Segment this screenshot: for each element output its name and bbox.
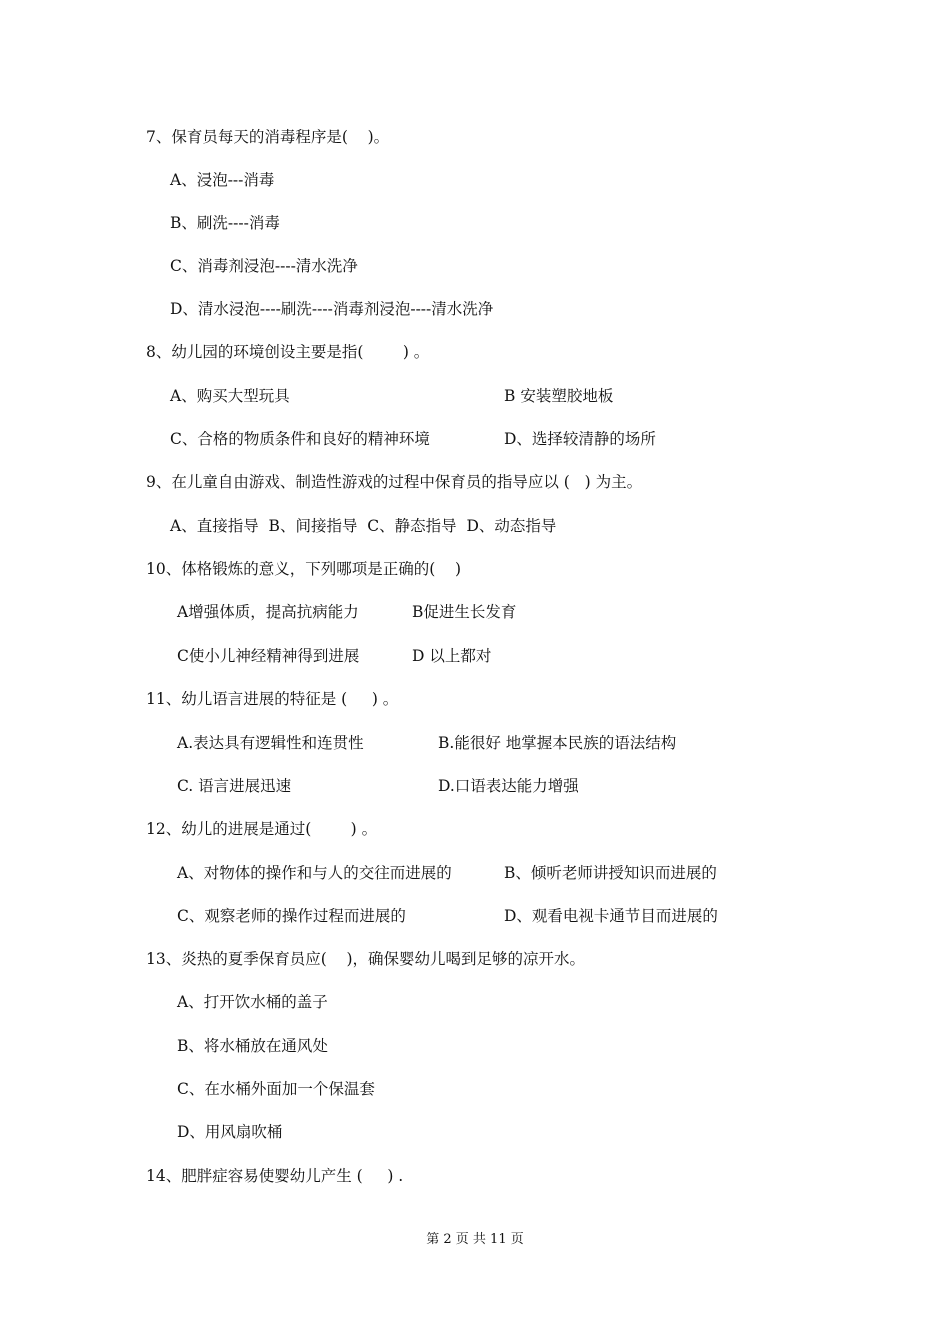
question-13-option-d: D、用风扇吹桶 — [177, 1123, 283, 1141]
question-13-stem: 13、炎热的夏季保育员应( )，确保婴幼儿喝到足够的凉开水。 — [146, 950, 586, 968]
question-7-option-d: D、清水浸泡----刷洗----消毒剂浸泡----清水洗净 — [170, 300, 494, 318]
question-12-stem: 12、幼儿的进展是通过( ) 。 — [146, 820, 378, 838]
question-11-stem: 11、幼儿语言进展的特征是 ( ) 。 — [146, 690, 399, 708]
question-12-option-b: B、倾听老师讲授知识而进展的 — [504, 864, 717, 882]
question-14-stem: 14、肥胖症容易使婴幼儿产生 ( ) . — [146, 1167, 404, 1185]
question-7-stem: 7、保育员每天的消毒程序是( )。 — [146, 128, 390, 146]
page-number-footer: 第 2 页 共 11 页 — [426, 1232, 524, 1247]
question-12-option-d: D、观看电视卡通节目而进展的 — [504, 907, 718, 925]
question-11-option-c: C. 语言进展迅速 — [177, 777, 292, 795]
question-12-option-c: C、观察老师的操作过程而进展的 — [177, 907, 406, 925]
question-8-option-a: A、购买大型玩具 — [170, 387, 290, 405]
question-13-option-a: A、打开饮水桶的盖子 — [177, 993, 328, 1011]
question-7-option-a: A、浸泡---消毒 — [170, 171, 275, 189]
question-7-option-b: B、刷洗----消毒 — [170, 214, 280, 232]
question-8-stem: 8、幼儿园的环境创设主要是指( ) 。 — [146, 343, 430, 361]
question-7-option-c: C、消毒剂浸泡----清水洗净 — [170, 257, 358, 275]
question-9-stem: 9、在儿童自由游戏、制造性游戏的过程中保育员的指导应以 ( ) 为主。 — [146, 473, 643, 491]
question-13-option-c: C、在水桶外面加一个保温套 — [177, 1080, 375, 1098]
question-8-option-b: B 安装塑胶地板 — [504, 387, 614, 405]
question-8-option-c: C、合格的物质条件和良好的精神环境 — [170, 430, 430, 448]
question-11-option-a: A.表达具有逻辑性和连贯性 — [177, 734, 364, 752]
question-13-option-b: B、将水桶放在通风处 — [177, 1037, 328, 1055]
question-10-option-c: C使小儿神经精神得到进展 — [177, 647, 360, 665]
question-11-option-b: B.能很好 地掌握本民族的语法结构 — [438, 734, 677, 752]
question-10-option-a: A增强体质，提高抗病能力 — [177, 603, 359, 621]
question-9-options: A、直接指导 B、间接指导 C、静态指导 D、动态指导 — [170, 517, 557, 535]
question-10-stem: 10、体格锻炼的意义，下列哪项是正确的( ) — [146, 560, 462, 578]
question-10-option-d: D 以上都对 — [412, 647, 492, 665]
question-11-option-d: D.口语表达能力增强 — [438, 777, 579, 795]
question-10-option-b: B促进生长发育 — [412, 603, 517, 621]
question-8-option-d: D、选择较清静的场所 — [504, 430, 656, 448]
question-12-option-a: A、对物体的操作和与人的交往而进展的 — [177, 864, 452, 882]
